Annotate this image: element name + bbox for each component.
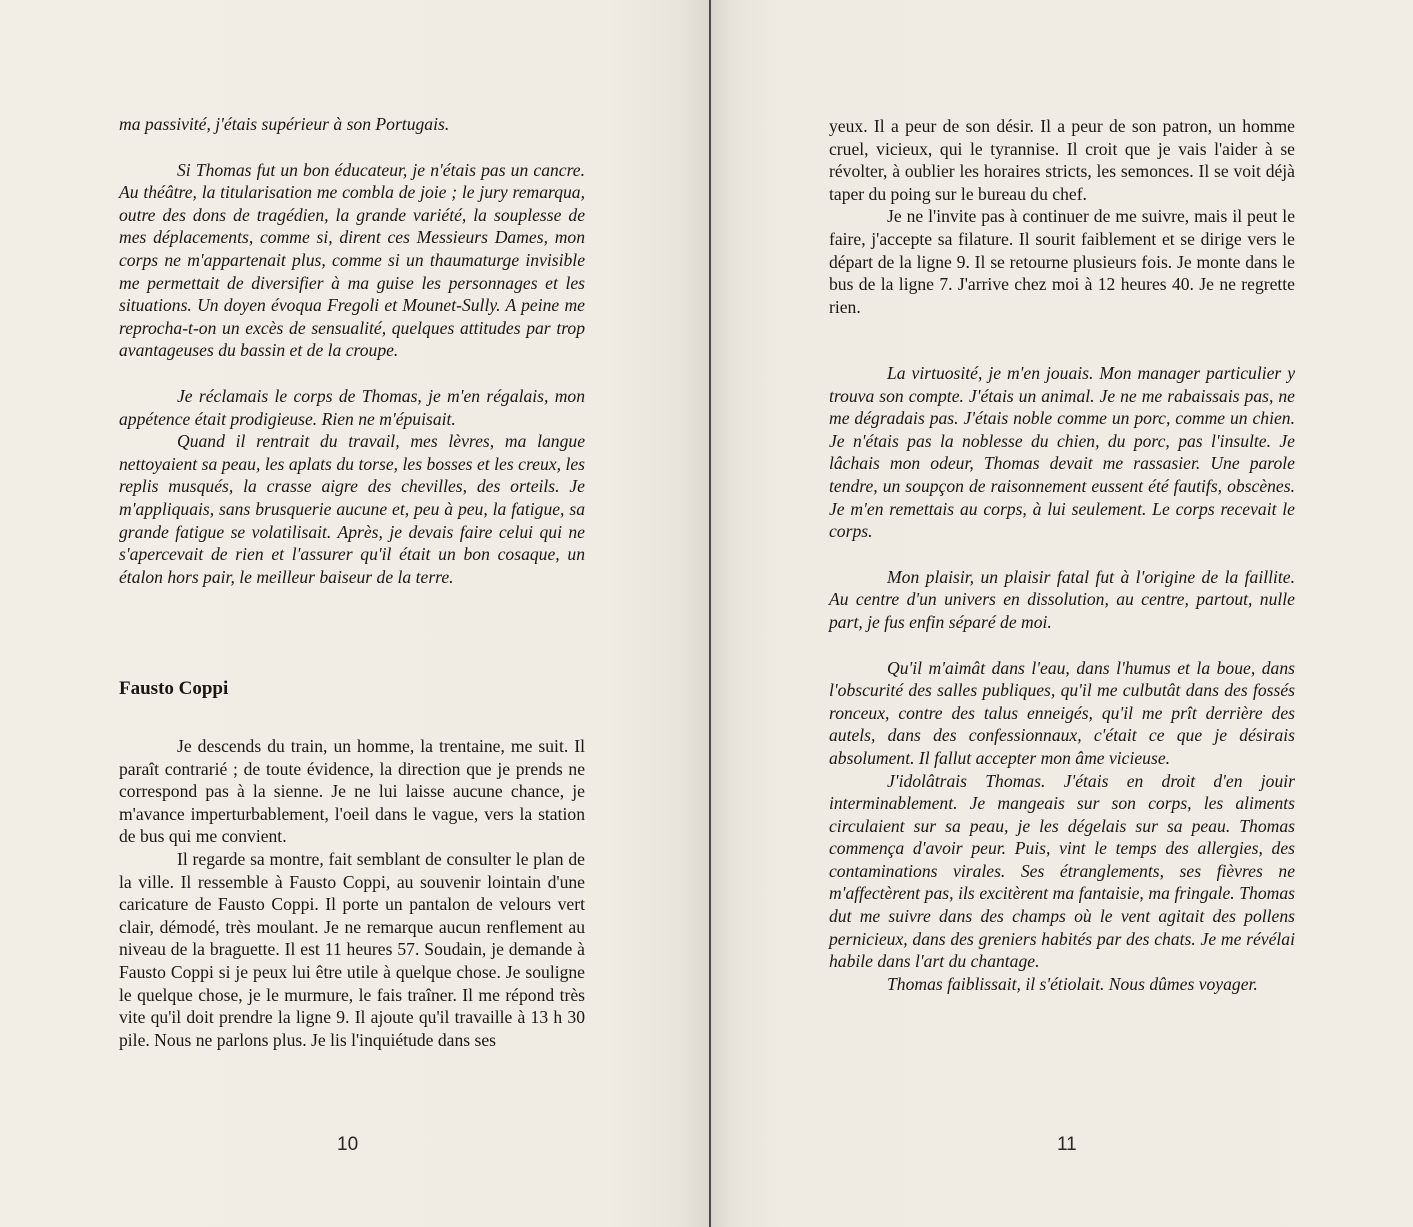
paragraph: Il regarde sa montre, fait semblant de consulter le plan de la ville. Il ressemble à Fausto Coppi, au souvenir lointain d'une caricature de Fausto Coppi. Il porte un pantalon de velours vert clair, démodé, très moulant. Je ne remarque aucun renflement au niveau de la braguette. Il est 11 heures 57. Soudain, je demande à Fausto Coppi si je peux lui être utile à quelque chose. Je souligne le quelque chose, je le murmure, le fais traîner. Il me répond très vite qu'il doit prendre la ligne 9. Il ajoute qu'il travaille à 13 h 30 pile. Nous ne parlons plus. Je lis l'inquiétude dans ses	[119, 848, 585, 1050]
paragraph: Je réclamais le corps de Thomas, je m'en régalais, mon appétence était prodigieuse. Rien ne m'épuisait.	[119, 385, 585, 429]
page-number-left: 10	[337, 1134, 359, 1155]
paragraph: Quand il rentrait du travail, mes lèvres, ma langue nettoyaient sa peau, les aplats du torse, les bosses et les creux, les replis musqués, la crasse aigre des chevilles, des orteils. Je m'appliquais, sans brusquerie aucune et, peu à peu, la fatigue, sa grande fatigue se volatilisait. Après, je devais faire celui qui ne s'apercevait de rien et l'assurer qu'il était un bon cosaque, un étalon hors pair, le meilleur baiseur de la terre.	[119, 431, 585, 587]
left-italic-block	[119, 113, 585, 588]
paragraph: J'idolâtrais Thomas. J'étais en droit d'en jouir interminablement. Je mangeais sur son corps, les aliments circulaient sur sa peau, je les dégelais sur sa peau. Thomas commença d'avoir peur. Puis, vint le temps des allergies, des contaminations virales. Ses étranglements, ses fièvres ne m'affectèrent pas, ils excitèrent ma fantaisie, ma fringale. Thomas dut me suivre dans des champs où le vent agitait des pollens pernicieux, dans des greniers habités par des chats. Je me révélai habile dans l'art du chantage.	[829, 770, 1295, 972]
paragraph: La virtuosité, je m'en jouais. Mon manager particulier y trouva son compte. J'étais un animal. Je ne me rabaissais pas, ne me dégradais pas. J'étais noble comme un porc, comme un chien. Je n'étais pas la noblesse du chien, du porc, pas l'insulte. Je lâchais mon odeur, Thomas devait me rassasier. Une parole tendre, un soupçon de raisonnement eussent été fautifs, obscènes. Je m'en remettais au corps, à lui seulement. Le corps recevait le corps.	[829, 363, 1295, 542]
paragraph: Mon plaisir, un plaisir fatal fut à l'origine de la faillite. Au centre d'un univers en dissolution, au centre, partout, nulle part, je fus enfin séparé de moi.	[829, 566, 1295, 632]
section-heading: Fausto Coppi	[119, 678, 229, 699]
left-roman-block	[119, 735, 585, 1051]
right-roman-block	[829, 115, 1295, 318]
page-number-right: 11	[1057, 1134, 1077, 1155]
book-gutter	[709, 0, 711, 1227]
paragraph: Je ne l'invite pas à continuer de me suivre, mais il peut le faire, j'accepte sa filature. Il sourit faiblement et se dirige vers le départ de la ligne 9. Il se retourne plusieurs fois. Je monte dans le bus de la ligne 7. J'arrive chez moi à 12 heures 40. Je ne regrette rien.	[829, 206, 1295, 317]
paragraph: yeux. Il a peur de son désir. Il a peur de son patron, un homme cruel, vicieux, qui le tyrannise. Il croit que je vais l'aider à se révolter, à oublier les horaires stricts, les semonces. Il se voit déjà taper du poing sur le bureau du chef.	[829, 116, 1295, 204]
paragraph: Je descends du train, un homme, la trentaine, me suit. Il paraît contrarié ; de toute évidence, la direction que je prends ne correspond pas à la sienne. Je ne lui laisse aucune chance, je m'avance imperturbablement, l'oeil dans le vague, vers la station de bus qui me convient.	[119, 736, 585, 847]
right-italic-block	[829, 362, 1295, 995]
paragraph: Si Thomas fut un bon éducateur, je n'étais pas un cancre. Au théâtre, la titularisation me combla de joie ; le jury remarqua, outre des dons de tragédien, la grande variété, la souplesse de mes déplacements, comme si, dirent ces Messieurs Dames, mon corps ne m'appartenait plus, comme si un thaumaturge invisible me permettait de diversifier à ma guise les personnages et les situations. Un doyen évoqua Fregoli et Mounet-Sully. A peine me reprocha-t-on un excès de sensualité, quelques attitudes par trop avantageuses du bassin et de la croupe.	[119, 159, 585, 361]
paragraph: Thomas faiblissait, il s'étiolait. Nous dûmes voyager.	[887, 973, 1258, 994]
paragraph: Qu'il m'aimât dans l'eau, dans l'humus et la boue, dans l'obscurité des salles publiques, qu'il me culbutât dans des fossés ronceux, contre des talus enneigés, qu'il me prît derrière des autels, dans des confessionnaux, c'était ce que je désirais absolument. Il fallut accepter mon âme vicieuse.	[829, 657, 1295, 768]
paragraph: ma passivité, j'étais supérieur à son Portugais.	[119, 114, 450, 134]
